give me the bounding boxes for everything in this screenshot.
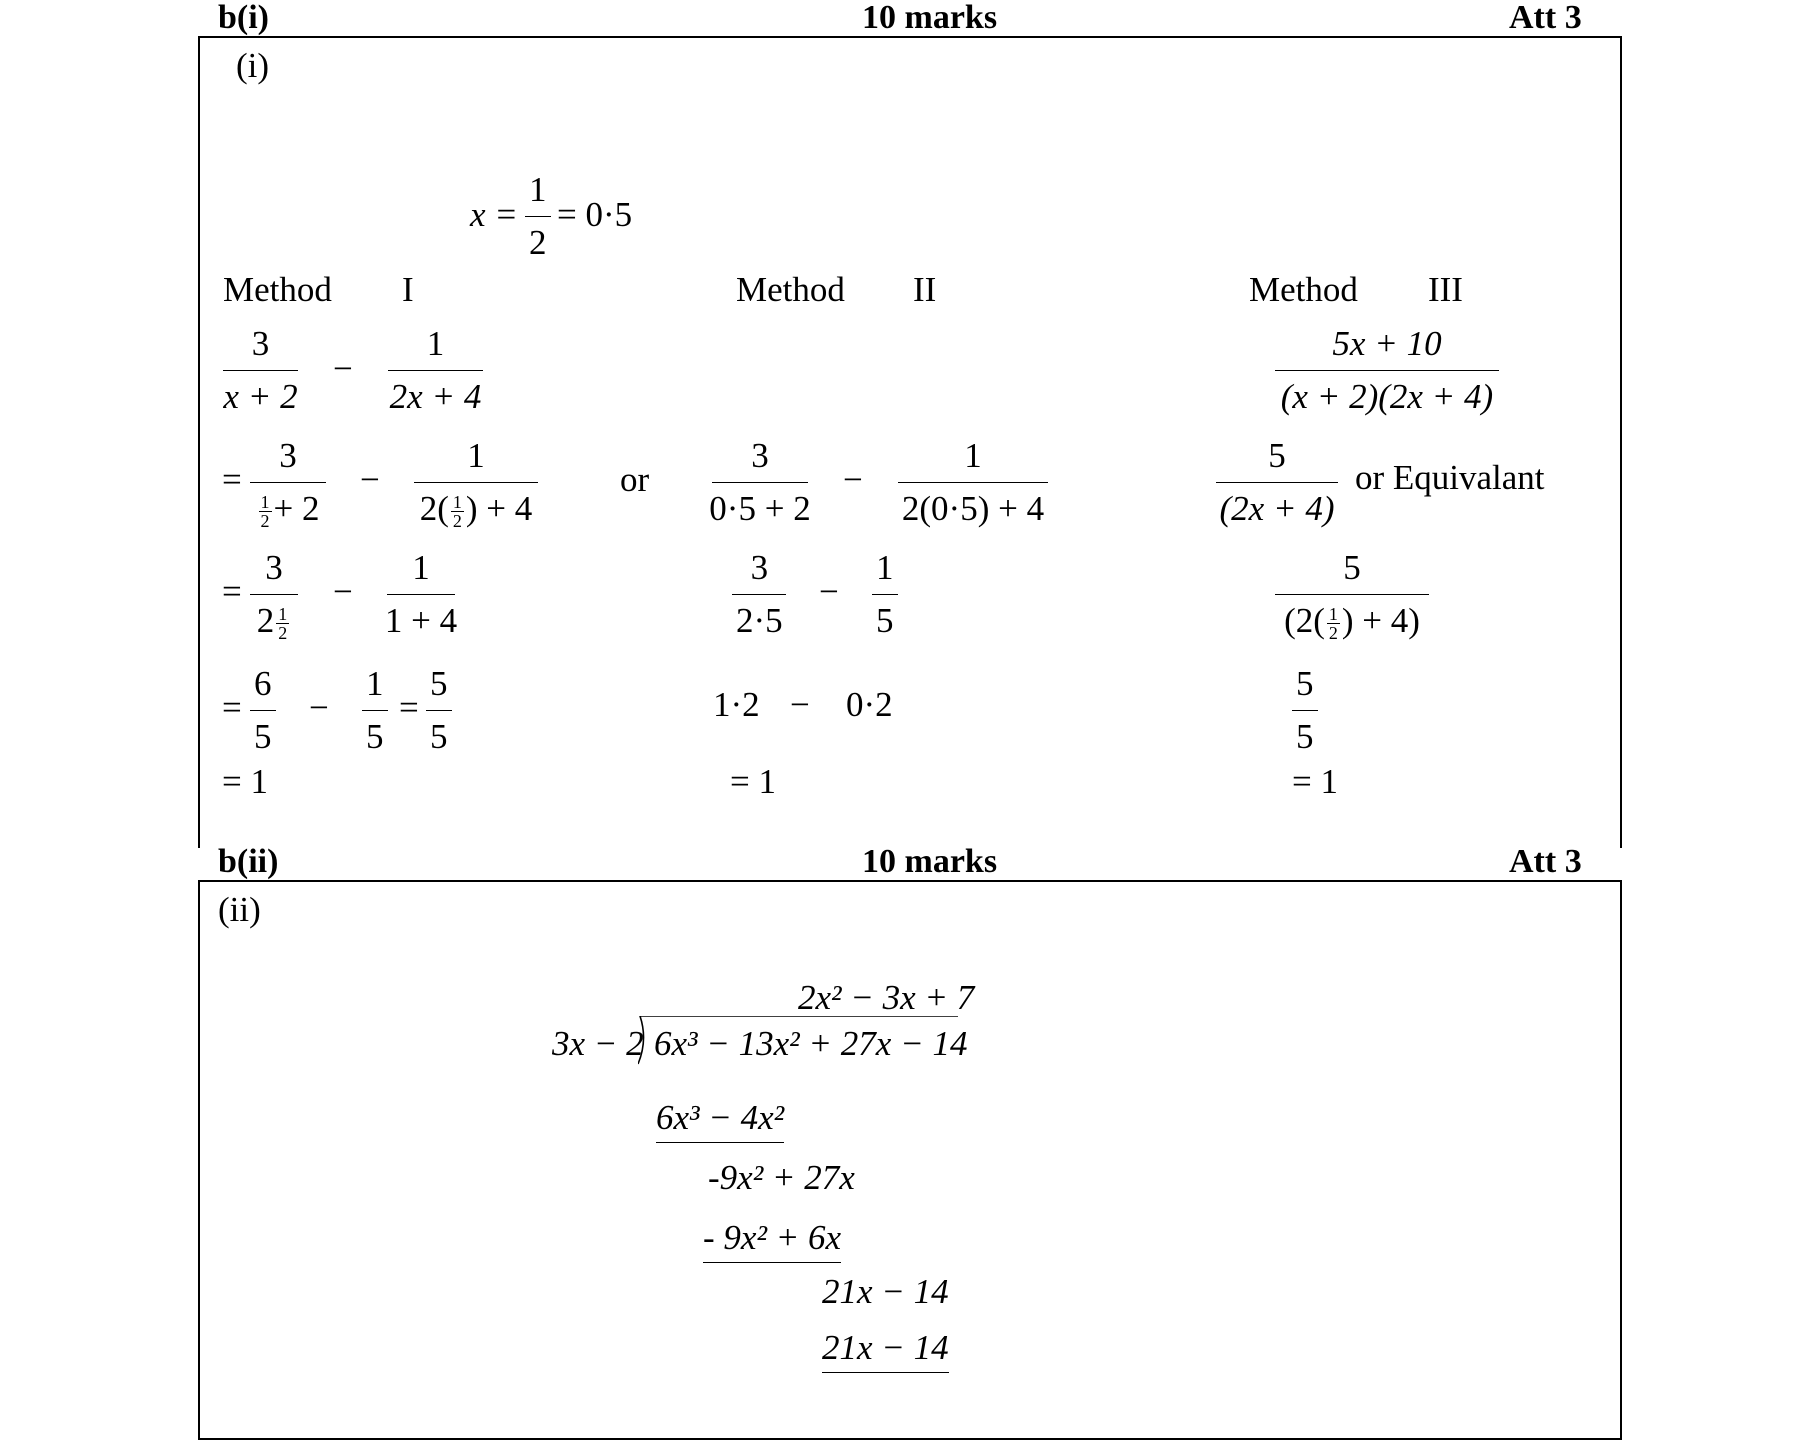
m3-r2-note: or Equivalant	[1355, 458, 1545, 497]
m1-r2-frac1	[250, 436, 326, 530]
m2-result: = 1	[730, 762, 776, 801]
m3-r3-den	[1284, 595, 1420, 642]
m3-r4-num: 5	[1292, 664, 1318, 711]
method1-title: Method	[223, 270, 332, 309]
m2-r4-b: 0·2	[846, 685, 893, 724]
given-rhs: = 0·5	[557, 195, 633, 234]
m1-r2-f2-den-tail: ) + 4	[465, 489, 533, 528]
m2-r3-f1-num: 3	[732, 548, 786, 595]
sub-label-i: (i)	[236, 46, 270, 85]
division-step2: -9x² + 27x	[708, 1158, 855, 1197]
m1-r3-f2-num: 1	[387, 548, 455, 595]
m1-r1-frac2	[388, 324, 483, 417]
half-mini	[1327, 605, 1340, 642]
m2-r2-f1-num: 3	[712, 436, 808, 483]
part-label: b(i)	[218, 0, 269, 36]
m3-r3-den-tail: ) + 4)	[1341, 601, 1420, 640]
dividend: 6x³ − 13x² + 27x − 14	[654, 1024, 968, 1063]
attempt-label: Att 3	[1509, 843, 1582, 880]
mini-den: 2	[278, 623, 288, 644]
header-b-ii	[0, 844, 1818, 882]
m1-r1-f1-num: 3	[223, 324, 298, 371]
m1-r4-eq: =	[222, 688, 242, 727]
m1-r4-f3-num: 5	[426, 664, 452, 711]
mini-num: 1	[1328, 604, 1338, 625]
m2-r2-frac1	[709, 436, 811, 529]
m2-r3-op: −	[819, 572, 839, 611]
m3-r4-frac	[1292, 664, 1318, 757]
m1-r4-f2-num: 1	[362, 664, 388, 711]
method3-title: Method	[1249, 270, 1358, 309]
m1-r4-frac1	[250, 664, 276, 757]
m1-r1-f1-den: x + 2	[223, 377, 298, 416]
m3-r4-den: 5	[1296, 717, 1314, 756]
m3-r2-num: 5	[1216, 436, 1338, 483]
mini-den: 2	[1328, 623, 1338, 644]
m1-r3-f2-den: 1 + 4	[384, 601, 458, 640]
mini-num: 1	[260, 492, 270, 513]
given-lhs: x =	[470, 195, 518, 234]
mini-den: 2	[260, 511, 270, 532]
m1-r3-f1-den	[257, 595, 292, 642]
m1-r1-op: −	[333, 349, 353, 388]
m1-r2-f2-den-head: 2(	[419, 489, 449, 528]
m1-r3-frac1	[250, 548, 298, 642]
m1-r3-f1-num: 3	[250, 548, 298, 595]
m1-r2-op: −	[360, 460, 380, 499]
m1-r4-op: −	[309, 688, 329, 727]
m2-r2-f1-den: 0·5 + 2	[709, 489, 811, 528]
m3-r1-den: (x + 2)(2x + 4)	[1280, 377, 1494, 416]
m1-r3-frac2	[384, 548, 458, 641]
m3-r3-frac	[1275, 548, 1429, 642]
m1-r2-f1-den-tail: + 2	[273, 489, 320, 528]
m2-r2-op: −	[843, 460, 863, 499]
mini-num: 1	[278, 604, 288, 625]
m1-r1-frac1	[223, 324, 298, 417]
m3-r2-frac	[1216, 436, 1338, 529]
sub-label-ii: (ii)	[218, 890, 261, 929]
m1-result: = 1	[222, 762, 268, 801]
m2-r3-f2-num: 1	[872, 548, 898, 595]
m1-r3-f1-den-whole: 2	[256, 601, 275, 640]
m3-r2-den: (2x + 4)	[1219, 489, 1335, 528]
division-step1: 6x³ − 4x²	[656, 1098, 784, 1143]
m3-r1-num: 5x + 10	[1275, 324, 1499, 371]
half-mini	[259, 493, 272, 530]
m1-r4-frac3	[426, 664, 452, 757]
m2-r3-f2-den: 5	[876, 601, 894, 640]
m2-r3-frac1	[732, 548, 787, 641]
m2-r2-frac2	[898, 436, 1048, 529]
m2-r3-frac2	[872, 548, 898, 641]
divisor: 3x − 2	[552, 1024, 644, 1063]
m1-r2-f1-num: 3	[250, 436, 326, 483]
m3-result: = 1	[1292, 762, 1338, 801]
m1-r2-f2-den	[420, 483, 533, 530]
m1-r3-op: −	[333, 572, 353, 611]
m1-r2-frac2	[414, 436, 538, 530]
m1-r1-f2-num: 1	[388, 324, 483, 371]
half-mini	[276, 605, 289, 642]
m1-r4-f1-den: 5	[254, 717, 272, 756]
m2-r2-f2-num: 1	[898, 436, 1048, 483]
method1-numeral: I	[402, 270, 414, 309]
m1-r3-eq: =	[222, 572, 242, 611]
m2-r2-f2-den: 2(0·5) + 4	[901, 489, 1045, 528]
division-step4: 21x − 14	[822, 1272, 949, 1311]
given-num: 1	[525, 170, 551, 217]
m2-r3-f1-den: 2·5	[736, 601, 783, 640]
attempt-label: Att 3	[1509, 0, 1582, 36]
half-mini	[451, 493, 464, 530]
division-step5: 21x − 14	[822, 1328, 949, 1373]
m1-r2-f1-den	[257, 483, 320, 530]
method2-title: Method	[736, 270, 845, 309]
or-word: or	[620, 460, 650, 499]
mini-den: 2	[452, 511, 462, 532]
m2-r4-op: −	[790, 685, 810, 724]
given-fraction	[525, 170, 551, 263]
marks-label: 10 marks	[862, 843, 998, 880]
m3-r3-num: 5	[1275, 548, 1429, 595]
m1-r4-f2-den: 5	[366, 717, 384, 756]
m1-r4-f3-den: 5	[430, 717, 448, 756]
m1-r2-f2-num: 1	[414, 436, 538, 483]
m1-r2-eq: =	[222, 460, 242, 499]
part-label: b(ii)	[218, 843, 279, 880]
method2-numeral: II	[913, 270, 937, 309]
quotient: 2x² − 3x + 7	[798, 978, 975, 1017]
m3-r3-den-head: (2(	[1284, 601, 1325, 640]
m1-r1-f2-den: 2x + 4	[389, 377, 482, 416]
m1-r4-frac2	[362, 664, 388, 757]
m1-r4-eq2: =	[399, 688, 419, 727]
m1-r4-f1-num: 6	[250, 664, 276, 711]
marks-label: 10 marks	[862, 0, 998, 36]
method3-numeral: III	[1428, 270, 1463, 309]
m3-r1-frac	[1275, 324, 1499, 417]
m2-r4-a: 1·2	[713, 685, 760, 724]
division-step3: - 9x² + 6x	[703, 1218, 841, 1263]
mini-num: 1	[452, 492, 462, 513]
given-den: 2	[529, 223, 547, 262]
header-b-i	[0, 0, 1818, 38]
